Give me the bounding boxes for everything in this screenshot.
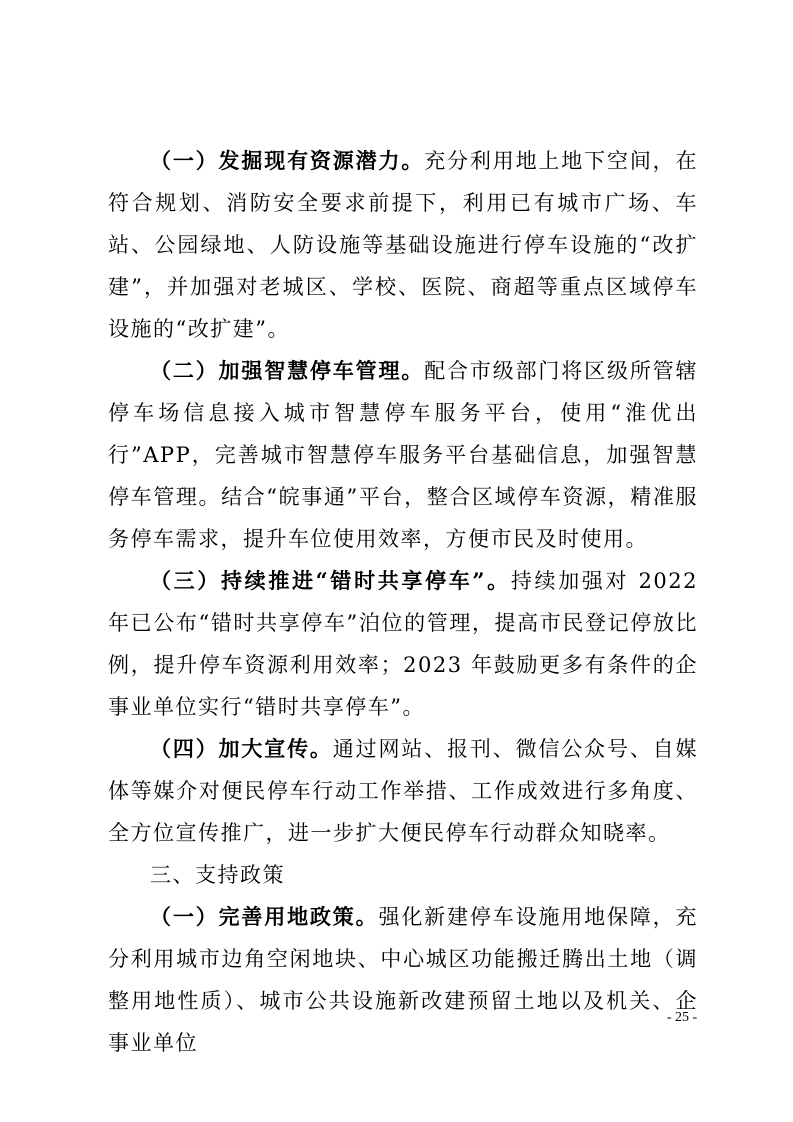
paragraph-5-lead: （一）完善用地政策。 — [150, 904, 379, 929]
paragraph-5-body: 强化新建停车设施用地保障，充分利用城市边角空闲地块、中心城区功能搬迁腾出土地（调整用地性质）、城市公共设施新改建预留土地以及机关、企事业单位 — [108, 905, 699, 1055]
paragraph-1-lead: （一）发掘现有资源潜力。 — [150, 148, 425, 173]
paragraph-2 — [108, 350, 698, 560]
paragraph-4 — [108, 728, 698, 854]
paragraph-5 — [108, 896, 698, 1064]
paragraph-3 — [108, 560, 698, 728]
section-heading: 三、支持政策 — [150, 863, 285, 887]
body-text — [108, 140, 698, 1064]
paragraph-1 — [108, 140, 698, 350]
page-number: - 25 - — [666, 1010, 698, 1025]
paragraph-4-lead: （四）加大宣传。 — [150, 736, 333, 761]
paragraph-1-body: 充分利用地上地下空间，在符合规划、消防安全要求前提下，利用已有城市广场、车站、公园绿地、人防设施等基础设施进行停车设施的“改扩建”，并加强对老城区、学校、医院、商超等重点区域停车设施的“改扩建”。 — [108, 149, 699, 341]
paragraph-2-lead: （二）加强智慧停车管理。 — [150, 358, 425, 383]
paragraph-3-body: 持续加强对 2022 年已公布“错时共享停车”泊位的管理，提高市民登记停放比例，提升停车资源利用效率；2023 年鼓励更多有条件的企事业单位实行“错时共享停车”。 — [108, 569, 698, 719]
paragraph-2-body: 配合市级部门将区级所管辖停车场信息接入城市智慧停车服务平台，使用“淮优出行”APP，完善城市智慧停车服务平台基础信息，加强智慧停车管理。结合“皖事通”平台，整合区域停车资源，精准服务停车需求，提升车位使用效率，方便市民及时使用。 — [108, 359, 699, 551]
paragraph-3-lead: （三）持续推进“错时共享停车”。 — [150, 568, 511, 593]
paragraph-4-body: 通过网站、报刊、微信公众号、自媒体等媒介对便民停车行动工作举措、工作成效进行多角度、全方位宣传推广，进一步扩大便民停车行动群众知晓率。 — [108, 737, 699, 845]
